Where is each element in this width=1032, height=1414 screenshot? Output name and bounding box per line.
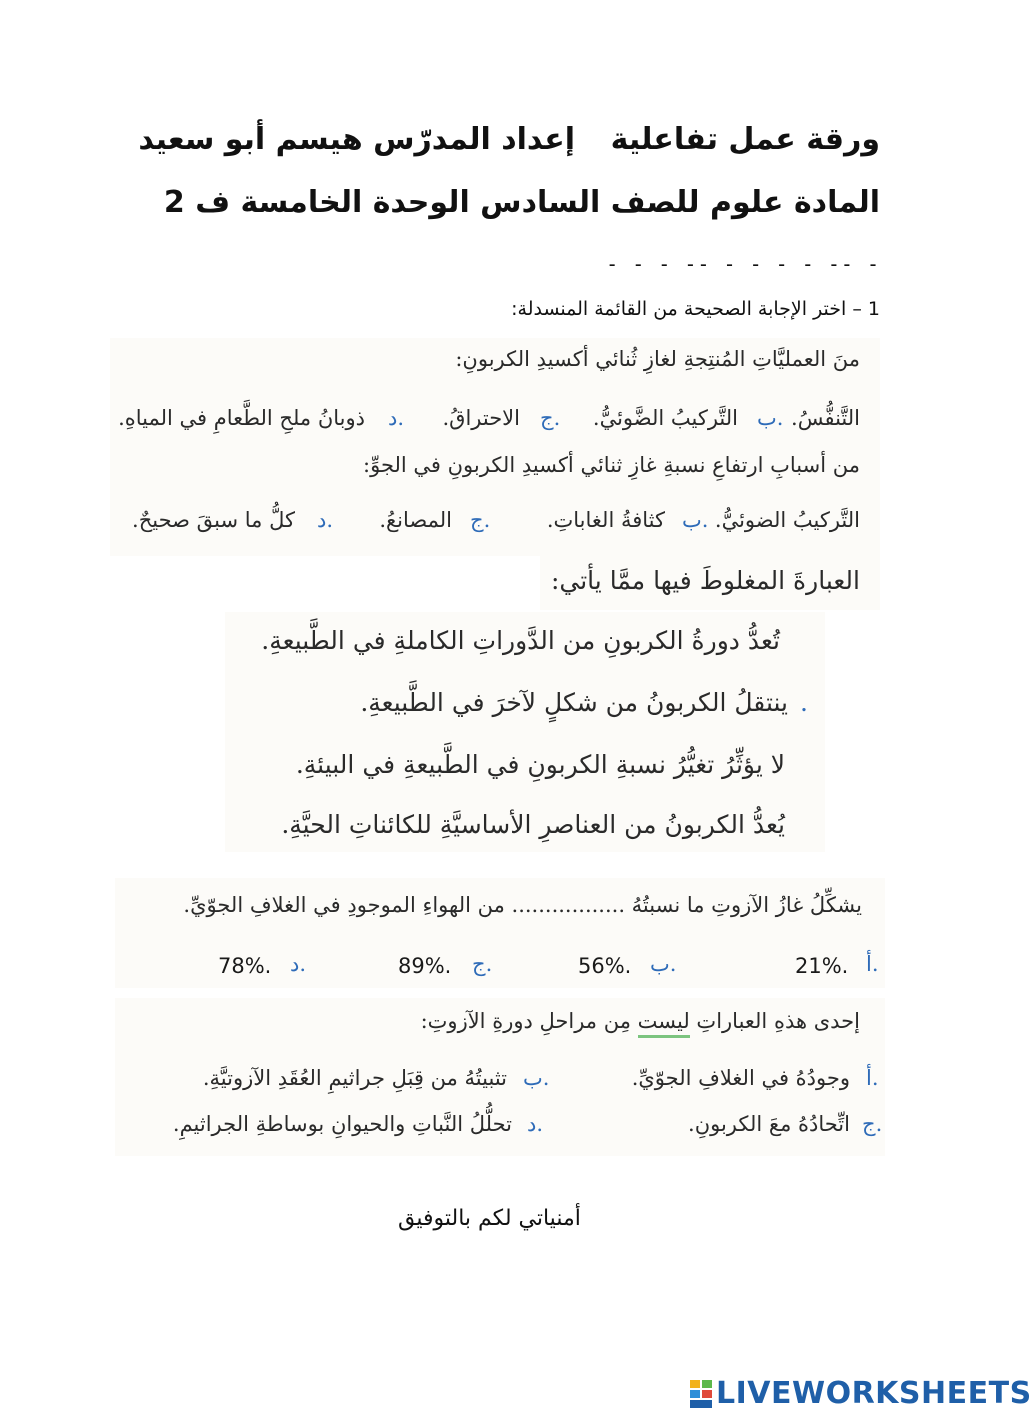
q4-option-d[interactable]: 78%.	[218, 954, 272, 978]
q1-option-a[interactable]: التَّنفُّسُ.	[791, 406, 860, 430]
q2-option-c[interactable]: المصانعُ.	[379, 508, 452, 532]
q4-option-d-letter: د.	[290, 952, 307, 976]
q3-statement-4[interactable]: يُعدُّ الكربونُ من العناصرِ الأساسيَّةِ للكائناتِ الحيَّةِ.	[281, 810, 785, 839]
question-3-text: العبارةَ المغلوطَ فيها ممَّا يأتي:	[550, 566, 860, 595]
q1-option-d[interactable]: ذوبانُ ملحِ الطَّعامِ في المياهِ.	[118, 406, 365, 430]
q3-bullet: .	[800, 688, 808, 717]
q5-text-negation: ليست	[638, 1009, 690, 1038]
q4-option-c[interactable]: 89%.	[398, 954, 452, 978]
q5-option-a-letter: أ.	[866, 1066, 879, 1090]
q4-option-a[interactable]: 21%.	[795, 954, 849, 978]
q3-statement-2[interactable]: ينتقلُ الكربونُ من شكلٍ لآخرَ في الطَّبيعةِ.	[360, 688, 788, 717]
q5-option-a[interactable]: وجودُهُ في الغلافِ الجوّيِّ.	[631, 1066, 850, 1090]
q1-option-c[interactable]: الاحتراقُ.	[442, 406, 520, 430]
q4-option-b-letter: ب.	[650, 952, 677, 976]
q5-option-c[interactable]: اتِّحادُهُ معَ الكربونِ.	[688, 1112, 850, 1136]
worksheet-title: ورقة عمل تفاعلية	[610, 122, 880, 157]
question-5-text	[421, 1009, 860, 1033]
q3-statement-3[interactable]: لا يؤثِّرُ تغيُّرُ نسبةِ الكربونِ في الطَّبيعةِ في البيئةِ.	[295, 750, 785, 779]
q5-option-b[interactable]: تثبيتُهُ من قِبَلِ جراثيمِ العُقَدِ الآزوتيَّةِ.	[202, 1066, 507, 1090]
q5-text-after: مِن مراحلِ دورةِ الآزوتِ:	[420, 1009, 638, 1033]
liveworksheets-logo-text: LIVEWORKSHEETS	[716, 1376, 1032, 1411]
dash-separator: - - - -- - - - - -- -	[606, 252, 880, 276]
q5-option-d[interactable]: تحلُّلُ النَّباتِ والحيوانِ بوساطةِ الجراثيمِ.	[172, 1112, 512, 1136]
q2-option-b-letter: ب.	[682, 508, 709, 532]
q5-option-c-letter: ج.	[862, 1112, 883, 1136]
q2-option-c-letter: ج.	[470, 508, 491, 532]
question-4-text: يشكِّلُ غازُ الآزوتِ ما نسبتُهُ ................. من الهواءِ الموجودِ في الغلافِ الجوّيِّ.	[183, 893, 862, 917]
q5-option-b-letter: ب.	[523, 1066, 550, 1090]
q1-option-b-letter: ب.	[757, 406, 784, 430]
q1-option-b[interactable]: التَّركيبُ الضَّوئيُّ.	[592, 406, 738, 430]
question-2-text: من أسبابِ ارتفاعِ نسبةِ غازِ ثنائي أكسيدِ الكربونِ في الجوِّ:	[363, 453, 860, 477]
instruction-text: 1 – اختر الإجابة الصحيحة من القائمة المنسدلة:	[511, 298, 880, 320]
q4-option-c-letter: ج.	[472, 952, 493, 976]
q2-option-d[interactable]: كلُّ ما سبقَ صحيحٌ.	[132, 508, 295, 532]
closing-wishes: أمنياتي لكم بالتوفيق	[398, 1206, 581, 1231]
q4-option-b[interactable]: 56%.	[578, 954, 632, 978]
q2-option-b[interactable]: كثافةُ الغاباتِ.	[546, 508, 665, 532]
liveworksheets-logo-icon	[690, 1380, 712, 1408]
q2-option-d-letter: د.	[317, 508, 334, 532]
q5-text-before: إحدى هذهِ العباراتِ	[689, 1009, 860, 1033]
teacher-credit: إعداد المدرّس هيسم أبو سعيد	[138, 122, 575, 157]
liveworksheets-logo	[690, 1376, 1032, 1412]
q5-option-d-letter: د.	[527, 1112, 544, 1136]
q2-option-a[interactable]: التَّركيبُ الضوئيُّ.	[714, 508, 860, 532]
question-1-text: منَ العمليَّاتِ المُنتِجةِ لغازِ ثُنائي أكسيدِ الكربونِ:	[455, 347, 860, 371]
q1-option-d-letter: د.	[388, 406, 405, 430]
q4-option-a-letter: أ.	[866, 952, 879, 976]
q3-statement-1[interactable]: تُعدُّ دورةُ الكربونِ من الدَّوراتِ الكاملةِ في الطَّبيعةِ.	[261, 626, 780, 655]
q1-option-c-letter: ج.	[540, 406, 561, 430]
subject-line: المادة علوم للصف السادس الوحدة الخامسة ف 2	[163, 185, 880, 220]
